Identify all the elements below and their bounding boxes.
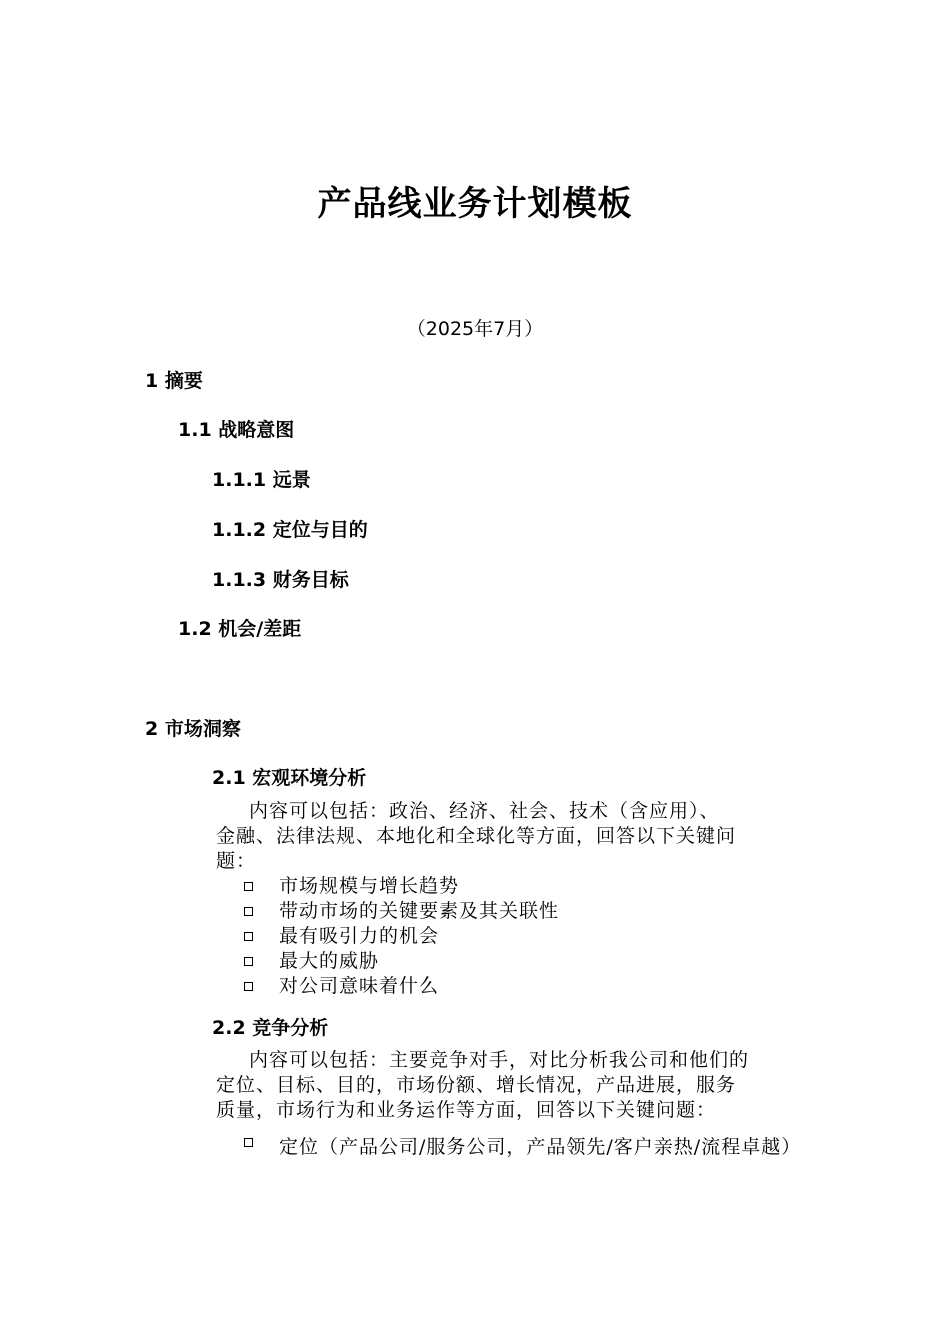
list-item: 定位（产品公司/服务公司，产品领先/客户亲热/流程卓越） [244, 1126, 814, 1210]
paragraph-line: 内容可以包括：政治、经济、社会、技术（含应用）、 [249, 800, 720, 822]
heading-2-2-competitive-analysis: 2.2 竞争分析 [212, 1017, 329, 1039]
document-title: 产品线业务计划模板 [317, 184, 633, 224]
heading-1-1-3-financial-goals: 1.1.3 财务目标 [212, 569, 349, 591]
heading-2-market-insight: 2 市场洞察 [145, 718, 241, 740]
paragraph-line: 内容可以包括：主要竞争对手，对比分析我公司和他们的 [249, 1049, 750, 1071]
heading-1-1-2-positioning: 1.1.2 定位与目的 [212, 519, 368, 541]
heading-2-1-macro-analysis: 2.1 宏观环境分析 [212, 767, 367, 789]
checkbox-bullet-icon [244, 907, 253, 916]
document-date: （2025年7月） [406, 318, 544, 340]
checkbox-bullet-icon [244, 1138, 253, 1147]
checkbox-bullet-icon [244, 982, 253, 991]
paragraph-line: 金融、法律法规、本地化和全球化等方面，回答以下关键问 [216, 825, 737, 847]
paragraph-2-2-intro [216, 1048, 808, 1123]
paragraph-line: 定位、目标、目的，市场份额、增长情况，产品进展，服务 [216, 1074, 737, 1096]
heading-1-1-strategic-intent: 1.1 战略意图 [178, 419, 295, 441]
checkbox-bullet-icon [244, 882, 253, 891]
paragraph-line: 质量，市场行为和业务运作等方面，回答以下关键问题： [216, 1099, 717, 1121]
checkbox-bullet-icon [244, 932, 253, 941]
heading-1-1-1-vision: 1.1.1 远景 [212, 469, 311, 491]
checkbox-bullet-icon [244, 957, 253, 966]
paragraph-line: 题： [216, 850, 257, 872]
heading-1-summary: 1 摘要 [145, 370, 203, 392]
paragraph-2-1-intro [216, 799, 808, 874]
heading-1-2-opportunity-gap: 1.2 机会/差距 [178, 618, 302, 640]
